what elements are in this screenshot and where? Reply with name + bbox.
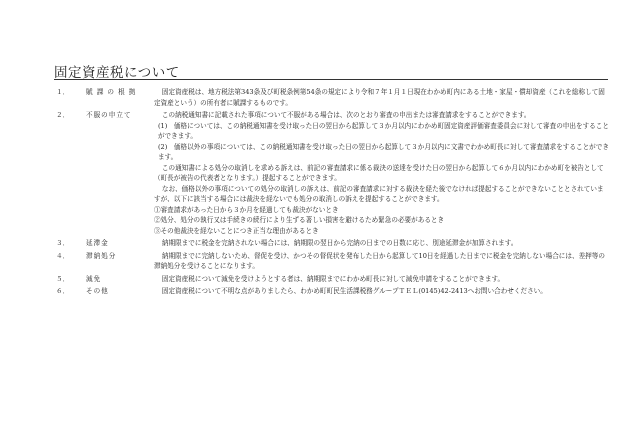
section-number: ４． [56,251,70,260]
paragraph: 納期限までに税金を完納されない場合には、納期限の翌日から完納の日までの日数に応じ、別途延滞金が加算されます。 [161,239,518,247]
section-content [154,238,614,249]
document-body [54,87,614,297]
section-number: ３． [56,239,70,247]
section-number: １． [56,88,70,96]
paragraph: なお、価格以外の事項についての処分の取消しの訴えは、前記の審査請求に対する裁決を経た後でなければ提起することができないこととされていますが、以下に該当する場合には裁決を経ないでも処分の取消しの訴えを提起することができます。 [154,184,604,203]
title-divider [54,79,608,80]
section-2 [54,110,614,236]
list-item: ②処分、処分の執行又は手続きの続行により生ずる著しい損害を避けるため緊急の必要があるとき [154,216,445,224]
section-heading: その他 [86,287,109,295]
section-heading: 延滞金 [86,239,109,247]
section-heading: 賦 課 の 根 拠 [86,88,137,96]
section-3 [54,238,614,249]
page-title: 固定資産税について [54,65,180,81]
paragraph: 固定資産税について減免を受けようとする者は、納期限までにわかめ町長に対して減免申請をすることができます。 [161,274,505,283]
section-content [154,110,614,236]
paragraph: (1) 価格については、この納税通知書を受け取った日の翌日から起算して３か月以内にわかめ町固定資産評価審査委員会に対して審査の申出をすることができます。 [157,121,609,140]
section-heading: 不服の申立て [86,111,132,119]
list-item: ③その他裁決を経ないことにつき正当な理由があるとき [154,226,319,235]
section-heading: 滞納処分 [86,251,117,260]
paragraph: 固定資産税は、地方税法第343条及び町税条例第54条の規定により令和７年１月１日現在わかめ町内にある土地・家屋・償却資産（これを総称して固定資産という）の所有者に賦課するものです。 [154,88,605,107]
section-6 [54,286,614,297]
section-content [154,87,614,108]
section-number: ５． [56,274,70,283]
list-item: ①審査請求があった日から３か月を経過しても裁決がないとき [154,205,339,214]
section-number: ６． [56,287,70,295]
section-content [154,274,614,285]
section-5 [54,274,614,285]
section-content [154,251,614,272]
section-1 [54,87,614,108]
section-number: ２． [56,111,70,119]
paragraph: 固定資産税について不明な点がありましたら、わかめ町町民生活課税務グループＴＥＬ(0145)42-2413へお問い合わせください。 [161,287,547,295]
section-content [154,286,614,297]
paragraph: 納期限までに完納しないため、督促を受け、かつその督促状を発布した日から起算して10日を経過した日までに税金を完納しない場合には、差押等の滞納処分を受けることになります。 [154,251,605,270]
paragraph: この通知書による処分の取消しを求める訴えは、前記の審査請求に係る裁決の送達を受けた日の翌日から起算して６か月以内にわかめ町を被告として（町長が被告の代表者となります。）提起することができます。 [154,163,604,182]
paragraph: (2) 価格以外の事項については、この納税通知書を受け取った日の翌日から起算して３か月以内に文書でわかめ町長に対して審査請求をすることができます。 [157,142,609,161]
section-heading: 減免 [86,274,102,283]
section-4 [54,251,614,272]
paragraph: この納税通知書に記載された事項について不服がある場合は、次のとおり審査の申出または審査請求をすることができます。 [161,111,531,119]
